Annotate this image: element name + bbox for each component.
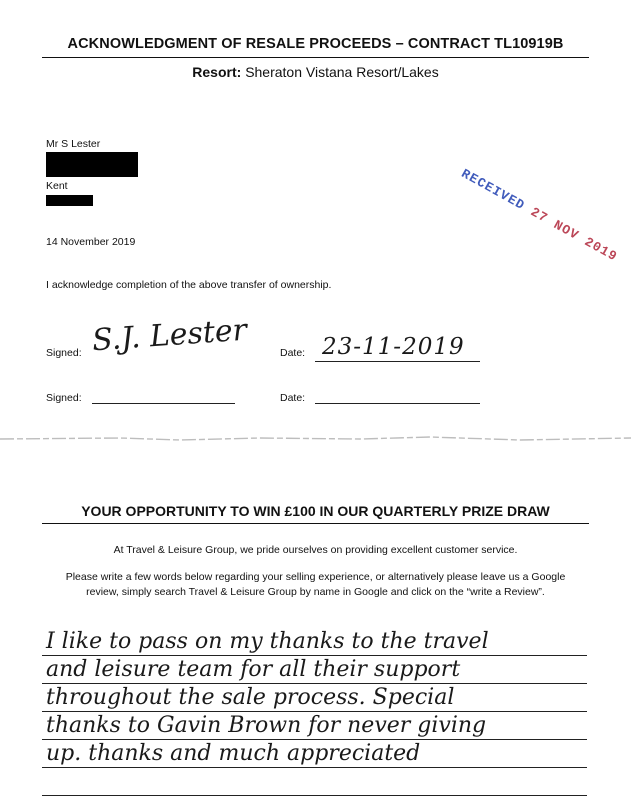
tear-off-line <box>0 433 631 445</box>
date-line-2 <box>315 403 480 404</box>
prize-request-line-2: review, simply search Travel & Leisure Group by name in Google and click on the “write a Review”. <box>86 586 545 598</box>
writing-line-2 <box>42 683 587 684</box>
prize-draw-title: YOUR OPPORTUNITY TO WIN £100 IN OUR QUARTERLY PRIZE DRAW <box>81 503 550 519</box>
letter-date: 14 November 2019 <box>46 236 136 248</box>
title-underline <box>42 57 589 58</box>
comment-line-2: and leisure team for all their support <box>46 657 461 682</box>
received-stamp <box>459 166 620 264</box>
redacted-postcode <box>46 195 93 206</box>
redacted-address-block <box>46 152 138 177</box>
prize-request-line-1: Please write a few words below regarding your selling experience, or alternatively please leave us a Google <box>65 571 566 583</box>
stamp-text: RECEIVED <box>458 166 528 214</box>
writing-line-6 <box>42 795 587 796</box>
recipient-name: Mr S Lester <box>46 138 101 150</box>
signature-1: S.J. Lester <box>90 312 249 359</box>
comment-line-3: throughout the sale process. Special <box>46 685 455 710</box>
comment-line-5: up. thanks and much appreciated <box>46 741 421 766</box>
signed-label-2: Signed: <box>46 392 82 404</box>
stamp-date: 27 NOV 2019 <box>528 204 620 265</box>
acknowledgement-text: I acknowledge completion of the above transfer of ownership. <box>46 279 332 291</box>
date-label-2: Date: <box>280 392 306 404</box>
writing-line-1 <box>42 655 587 656</box>
comment-line-4: thanks to Gavin Brown for never giving <box>46 713 487 738</box>
writing-line-4 <box>42 739 587 740</box>
resort-label: Resort: <box>192 64 242 80</box>
signed-label-1: Signed: <box>46 347 82 359</box>
resort-line <box>0 64 631 80</box>
date-line-1 <box>315 361 480 362</box>
resort-value: Sheraton Vistana Resort/Lakes <box>245 64 439 80</box>
writing-line-5 <box>42 767 587 768</box>
prize-intro: At Travel & Leisure Group, we pride ourselves on providing excellent customer service. <box>113 544 518 556</box>
signed-date-1: 23-11-2019 <box>322 334 465 360</box>
signature-line-2 <box>92 403 235 404</box>
document-title: ACKNOWLEDGMENT OF RESALE PROCEEDS – CONTRACT TL10919B <box>67 36 564 52</box>
writing-line-3 <box>42 711 587 712</box>
date-label-1: Date: <box>280 347 306 359</box>
recipient-county: Kent <box>46 180 68 192</box>
comment-line-1: I like to pass on my thanks to the travel <box>46 629 489 654</box>
prize-title-underline <box>42 523 589 524</box>
